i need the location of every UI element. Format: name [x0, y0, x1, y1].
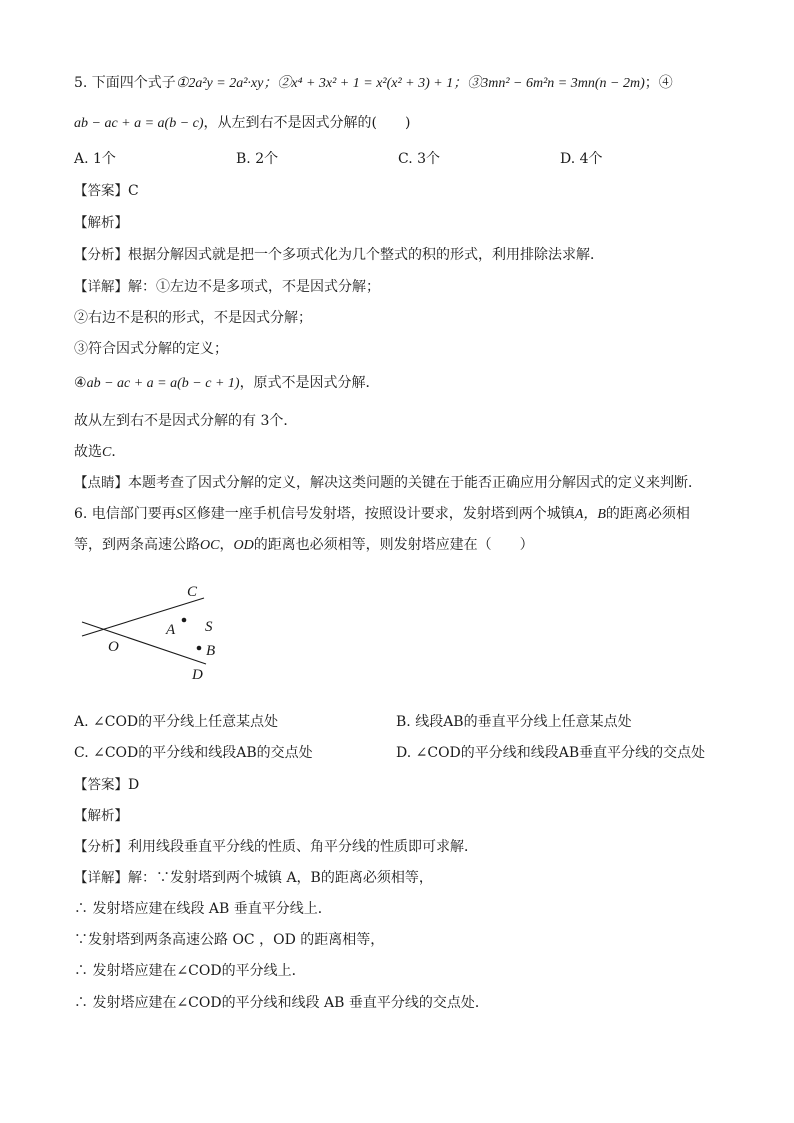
label-o: O	[108, 639, 119, 655]
q5-expression-4: ab − ac + a = a(b − c)	[74, 116, 204, 131]
label-s: S	[205, 619, 213, 635]
ray-oc	[82, 598, 204, 636]
q6-xiangjie-3: ∵发射塔到两条高速公路 OC ，OD 的距离相等，	[74, 932, 385, 948]
q6-xiangjie-4: ∴ 发射塔应建在∠COD的平分线上．	[74, 963, 306, 979]
q5-fenxi	[74, 246, 604, 264]
ray-od	[82, 622, 206, 664]
q5-choose-value: C	[102, 445, 112, 460]
label-c: C	[187, 584, 198, 600]
q5-choose: 故选C．	[74, 444, 126, 460]
q6-analysis-label: 【解析】	[74, 808, 128, 824]
q6-answer	[74, 776, 139, 794]
q5-expression-3: ；③3mn² − 6m²n = 3mn(n − 2m)	[453, 76, 645, 91]
q6-option-d: D. ∠COD的平分线和线段AB垂直平分线的交点处	[396, 745, 706, 761]
q6-fenxi-text: 利用线段垂直平分线的性质、角平分线的性质即可求解．	[128, 839, 478, 855]
q5-conclusion: 故从左到右不是因式分解的有 3个．	[74, 413, 298, 429]
q6-xiangjie-2: ∴ 发射塔应建在线段 AB 垂直平分线上．	[74, 901, 332, 917]
q5-option-d: D. 4个	[560, 151, 603, 167]
q6-xiangjie-label: 【详解】	[74, 870, 128, 886]
q6-answer-label: 【答案】	[74, 777, 128, 793]
q6-xiangjie-1: 【详解】解：∵发射塔到两个城镇 A，B的距离必须相等，	[74, 870, 433, 886]
q6-xiangjie-5: ∴ 发射塔应建在∠COD的平分线和线段 AB 垂直平分线的交点处．	[74, 995, 489, 1011]
q6-geometry-figure	[74, 576, 234, 686]
q5-option-b: B. 2个	[236, 151, 279, 167]
q5-answer	[74, 182, 139, 200]
q6-stem-line-2: 等，到两条高速公路OC，OD的距离也必须相等，则发射塔应建在（ ）	[74, 537, 534, 553]
q5-xiangjie-label: 【详解】	[74, 279, 128, 295]
q6-fenxi-label: 【分析】	[74, 839, 128, 855]
q5-xiangjie-4: ④ab − ac + a = a(b − c + 1)，原式不是因式分解．	[74, 375, 380, 391]
label-a: A	[166, 622, 176, 638]
q5-analysis-label: 【解析】	[74, 215, 128, 231]
q6-option-c: C. ∠COD的平分线和线段AB的交点处	[74, 745, 313, 761]
q5-option-c: C. 3个	[398, 151, 441, 167]
q6-stem-line-1: 6. 电信部门要再S区修建一座手机信号发射塔，按照设计要求，发射塔到两个城镇A，B的距离必须相	[74, 506, 690, 522]
q5-xiangjie-4-expression: ab − ac + a = a(b − c + 1)	[86, 376, 240, 391]
q5-option-a: A. 1个	[74, 151, 116, 167]
q6-fenxi	[74, 838, 478, 856]
q5-xiangjie-3: ③符合因式分解的定义；	[74, 341, 228, 357]
q5-expression-1: ①2a²y = 2a²·xy	[175, 76, 264, 91]
q5-xiangjie-2: ②右边不是积的形式，不是因式分解；	[74, 310, 312, 326]
point-b	[197, 646, 202, 651]
q5-stem-line-1	[74, 74, 673, 93]
q5-expression-2: ；②x⁴ + 3x² + 1 = x²(x² + 3) + 1	[263, 76, 454, 91]
q5-stem-line-2	[74, 114, 410, 133]
q6-option-a: A. ∠COD的平分线上任意某点处	[74, 714, 279, 730]
q5-answer-value: C	[128, 183, 139, 199]
q5-xiangjie-1: 【详解】解：①左边不是多项式，不是因式分解；	[74, 279, 380, 295]
label-d: D	[192, 667, 203, 683]
q5-answer-label: 【答案】	[74, 183, 128, 199]
q6-option-b: B. 线段AB的垂直平分线上任意某点处	[396, 714, 632, 730]
q5-dianjing-text: 本题考查了因式分解的定义，解决这类问题的关键在于能否正确应用分解因式的定义来判断．	[128, 475, 702, 491]
label-b: B	[206, 643, 216, 659]
q5-dianjing-label: 【点睛】	[74, 475, 128, 491]
q5-fenxi-label: 【分析】	[74, 247, 128, 263]
q5-stem-prefix: 5. 下面四个式子	[74, 75, 176, 91]
q5-dianjing	[74, 474, 702, 492]
q5-fenxi-text: 根据分解因式就是把一个多项式化为几个整式的积的形式，利用排除法求解．	[128, 247, 604, 263]
q5-expression-4-mark: ；④	[644, 75, 673, 91]
q6-answer-value: D	[128, 777, 140, 793]
q5-stem-suffix: ，从左到右不是因式分解的( )	[203, 115, 411, 131]
point-a	[182, 618, 187, 623]
